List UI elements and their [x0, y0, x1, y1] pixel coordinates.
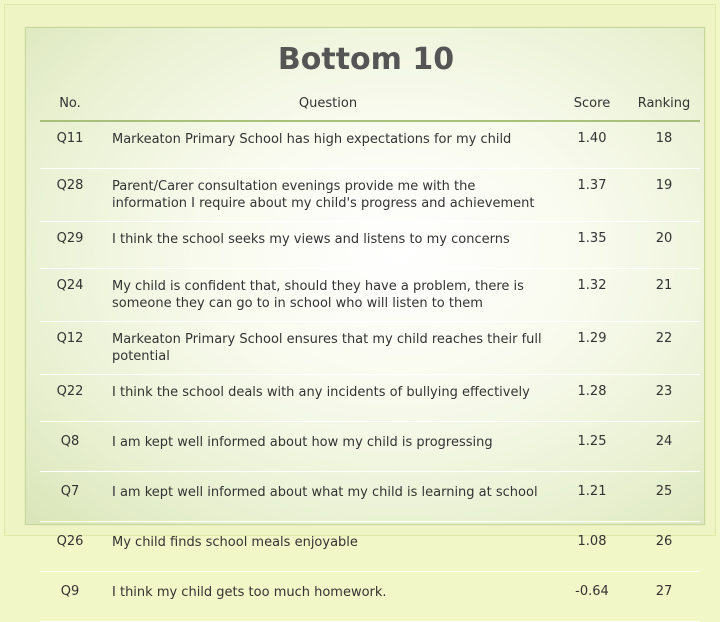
- row-score: 1.21: [556, 472, 628, 522]
- outer-frame: [4, 4, 716, 600]
- row-no: Q22: [40, 375, 100, 422]
- row-no: Q29: [40, 222, 100, 269]
- row-question: I think the school deals with any incidents of bullying effectively: [100, 375, 556, 422]
- row-question: I think my child gets too much homework.: [100, 572, 556, 622]
- row-score: -0.64: [556, 572, 628, 622]
- row-score: 1.35: [556, 222, 628, 269]
- header-question: Question: [100, 86, 556, 121]
- row-no: Q11: [40, 121, 100, 169]
- row-score: 1.29: [556, 322, 628, 375]
- row-no: Q24: [40, 269, 100, 322]
- table-row: [40, 572, 700, 622]
- bottom-10-table: [40, 86, 700, 622]
- header-no: No.: [40, 86, 100, 121]
- row-no: Q12: [40, 322, 100, 375]
- row-ranking: 25: [628, 472, 700, 522]
- row-score: 1.28: [556, 375, 628, 422]
- table-row: [40, 169, 700, 222]
- row-ranking: 23: [628, 375, 700, 422]
- table-row: [40, 322, 700, 375]
- table-body: [40, 121, 700, 622]
- row-no: Q8: [40, 422, 100, 472]
- row-ranking: 22: [628, 322, 700, 375]
- header-score: Score: [556, 86, 628, 121]
- row-question: Markeaton Primary School has high expectations for my child: [100, 121, 556, 169]
- table-row: [40, 375, 700, 422]
- table-row: [40, 522, 700, 572]
- header-row: [40, 86, 700, 121]
- row-ranking: 20: [628, 222, 700, 269]
- slide: [25, 27, 705, 600]
- row-ranking: 24: [628, 422, 700, 472]
- row-question: I think the school seeks my views and listens to my concerns: [100, 222, 556, 269]
- row-no: Q7: [40, 472, 100, 522]
- row-question: My child finds school meals enjoyable: [100, 522, 556, 572]
- row-score: 1.32: [556, 269, 628, 322]
- row-score: 1.08: [556, 522, 628, 572]
- row-question: I am kept well informed about what my child is learning at school: [100, 472, 556, 522]
- header-ranking: Ranking: [628, 86, 700, 121]
- row-ranking: 27: [628, 572, 700, 622]
- row-no: Q9: [40, 572, 100, 622]
- row-score: 1.37: [556, 169, 628, 222]
- row-no: Q26: [40, 522, 100, 572]
- row-ranking: 21: [628, 269, 700, 322]
- table-row: [40, 472, 700, 522]
- row-question: My child is confident that, should they have a problem, there is someone they can go to in school who will listen to them: [100, 269, 556, 322]
- row-score: 1.40: [556, 121, 628, 169]
- row-ranking: 19: [628, 169, 700, 222]
- row-question: Parent/Carer consultation evenings provide me with the information I require about my child's progress and achievement: [100, 169, 556, 222]
- row-score: 1.25: [556, 422, 628, 472]
- table-row: [40, 222, 700, 269]
- row-no: Q28: [40, 169, 100, 222]
- row-ranking: 18: [628, 121, 700, 169]
- row-question: I am kept well informed about how my child is progressing: [100, 422, 556, 472]
- row-ranking: 26: [628, 522, 700, 572]
- table-row: [40, 121, 700, 169]
- table-row: [40, 269, 700, 322]
- table-header: [40, 86, 700, 121]
- row-question: Markeaton Primary School ensures that my child reaches their full potential: [100, 322, 556, 375]
- table-row: [40, 422, 700, 472]
- slide-title: Bottom 10: [277, 42, 455, 77]
